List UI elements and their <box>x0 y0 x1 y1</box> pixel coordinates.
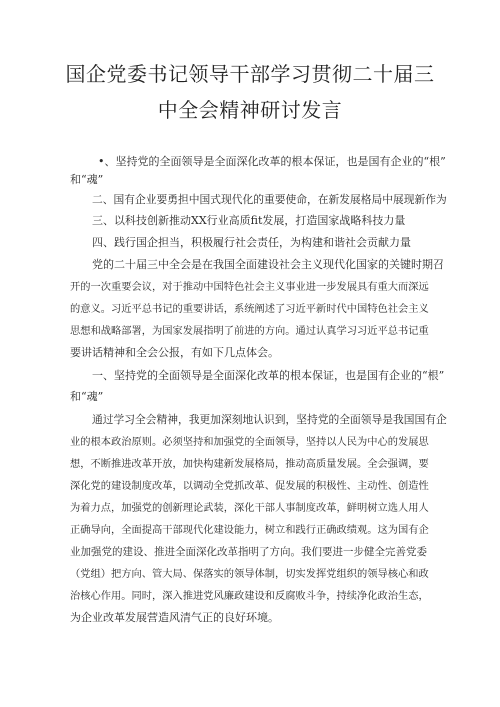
section-1-line-2: 业的根本政治原则。必须坚持和加强党的全面领导，坚持以人民为中心的发展思 <box>70 436 429 448</box>
section-1-line-8: （党组）把方向、管大局、保落实的领导体制，切实发挥党组织的领导核心和政 <box>70 568 429 580</box>
intro-line-2: 开的一次重要会议，对于推动中国特色社会主义事业进一步发展具有重大而深远 <box>70 281 429 293</box>
intro-line-5: 要讲话精神和全会公报，有如下几点体会。 <box>70 346 279 359</box>
intro-line-1: 党的二十届三中全会是在我国全面建设社会主义现代化国家的关键时期召 <box>92 258 444 271</box>
section-1-heading-continued: 和“魂” <box>70 390 104 403</box>
section-1-line-1: 通过学习全会精神，我更加深刻地认识到，坚持党的全面领导是我国国有企 <box>92 413 447 426</box>
document-title-line-2: 中全会精神研讨发言 <box>157 98 343 122</box>
section-1-heading: 一、坚持党的全面领导是全面深化改革的根本保证，也是国有企业的“根” <box>92 369 445 382</box>
outline-item-4: 四、践行国企担当，积极履行社会责任，为构建和谐社会贡献力量 <box>92 236 411 249</box>
section-1-line-10: 为企业改革发展营造风清气正的良好环境。 <box>70 611 279 624</box>
outline-item-1: •、坚持党的全面领导是全面深化改革的根本保证，也是国有企业的“根” <box>98 155 446 168</box>
section-1-line-6: 正确导向，全面提高干部现代化建设能力，树立和践行正确政绩观。这为国有企 <box>70 524 429 536</box>
outline-item-1-continued: 和“魂” <box>70 173 104 186</box>
section-1-line-9: 治核心作用。同时，深入推进党风廉政建设和反腐败斗争，持续净化政治生态， <box>70 590 429 602</box>
section-1-line-5: 为着力点，加强党的创新理论武装，深化干部人事制度改革，鲜明树立选人用人 <box>70 502 429 514</box>
outline-item-3: 三、以科技创新推动XX行业高质fit发展，打造国家战略科技力量 <box>92 214 406 227</box>
section-1-line-7: 业加强党的建设、推进全面深化改革指明了方向。我们要进一步健全完善党委 <box>70 546 427 558</box>
intro-line-4: 思想和战略部署，为国家发展指明了前进的方向。通过认真学习习近平总书记重 <box>70 325 429 337</box>
document-title-line-1: 国企党委书记领导干部学习贯彻二十届三 <box>65 62 435 86</box>
section-1-line-4: 深化党的建设制度改革，以调动全党抓改革、促发展的积极性、主动性、创造性 <box>70 480 429 492</box>
section-1-line-3: 想，不断推进改革开放，加快构建新发展格局，推动高质量发展。全会强调，要 <box>70 458 429 470</box>
outline-item-2: 二、国有企业要勇担中国式现代化的重要使命，在新发展格局中展现新作为 <box>92 193 447 206</box>
intro-line-3: 的意义。习近平总书记的重要讲话，系统阐述了习近平新时代中国特色社会主义 <box>70 303 429 315</box>
